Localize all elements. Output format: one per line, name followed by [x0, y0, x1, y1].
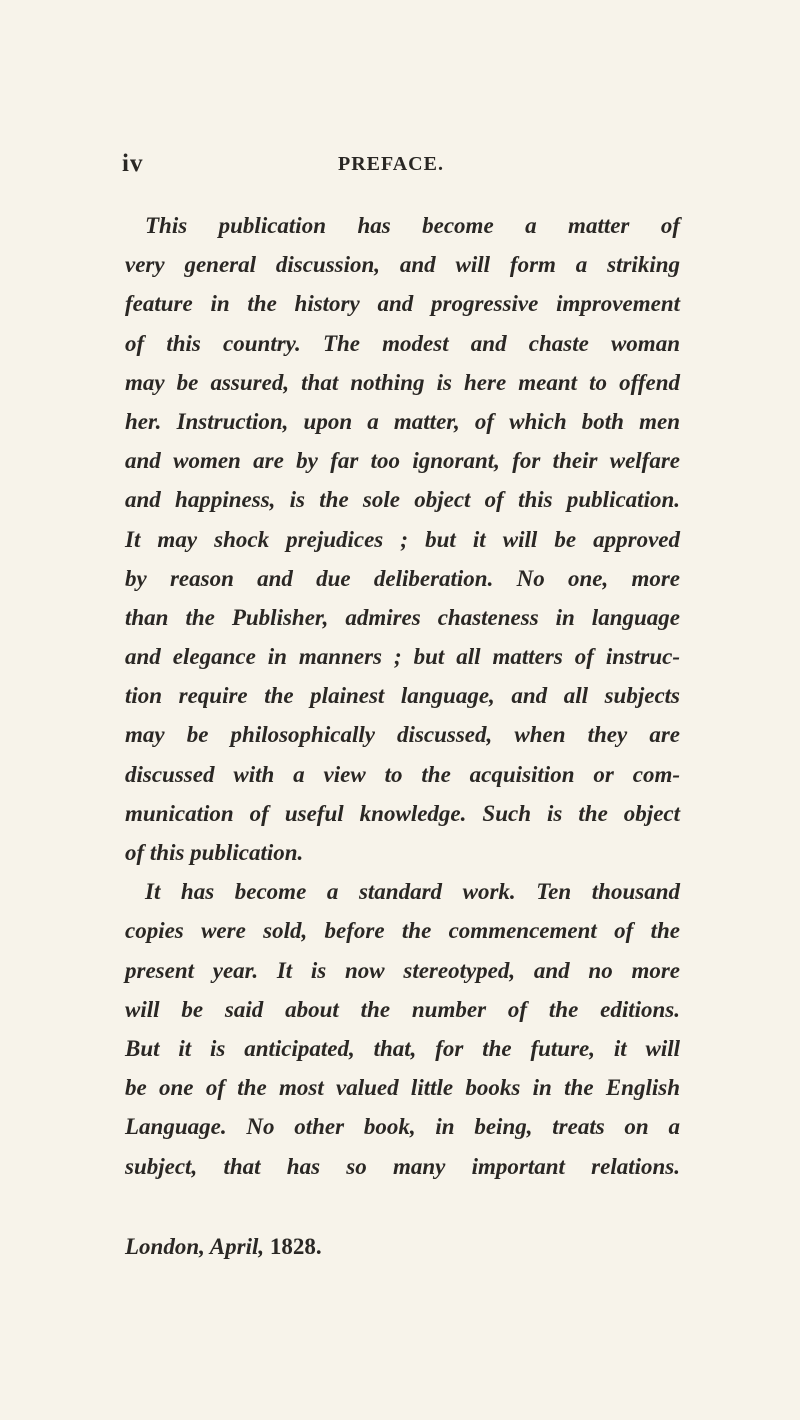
text-line: tion require the plainest language, and all subjects	[125, 683, 680, 709]
text-line: It has become a standard work. Ten thousand	[145, 879, 680, 905]
text-line: feature in the history and progressive improvement	[125, 291, 680, 317]
text-line: of this country. The modest and chaste woman	[125, 330, 680, 356]
page-title: PREFACE.	[338, 153, 444, 175]
preface-body	[125, 206, 680, 1186]
text-line: It may shock prejudices ; but it will be approved	[125, 526, 680, 552]
text-line: copies were sold, before the commencement of the	[125, 918, 680, 944]
text-line: and elegance in manners ; but all matters of instruc-	[125, 644, 680, 670]
text-line: than the Publisher, admires chasteness in language	[125, 604, 680, 630]
text-line: Language. No other book, in being, treats on a	[125, 1114, 680, 1140]
text-line: will be said about the number of the editions.	[125, 996, 680, 1022]
signature-year: 1828.	[269, 1234, 322, 1259]
text-line: and women are by far too ignorant, for their welfare	[125, 448, 680, 474]
text-line: discussed with a view to the acquisition or com-	[125, 761, 680, 787]
text-line: and happiness, is the sole object of this publication.	[125, 487, 680, 513]
text-line: subject, that has so many important relations.	[125, 1153, 680, 1179]
text-line: may be assured, that nothing is here meant to offend	[125, 369, 680, 395]
text-line: But it is anticipated, that, for the future, it will	[125, 1035, 680, 1061]
text-line: very general discussion, and will form a striking	[125, 252, 680, 278]
page-number: iv	[122, 150, 144, 177]
text-line: of this publication.	[125, 840, 304, 865]
text-line: present year. It is now stereotyped, and no more	[125, 957, 680, 983]
text-line: her. Instruction, upon a matter, of which both men	[125, 408, 680, 434]
running-head	[122, 150, 722, 180]
text-line: be one of the most valued little books in the English	[125, 1075, 680, 1101]
text-line: This publication has become a matter of	[145, 213, 680, 238]
text-line: munication of useful knowledge. Such is the object	[125, 800, 680, 826]
text-line: by reason and due deliberation. No one, more	[125, 565, 680, 591]
text-line: may be philosophically discussed, when they are	[125, 722, 680, 748]
signature-line	[125, 1226, 322, 1268]
signature-place: London, April,	[125, 1234, 265, 1259]
